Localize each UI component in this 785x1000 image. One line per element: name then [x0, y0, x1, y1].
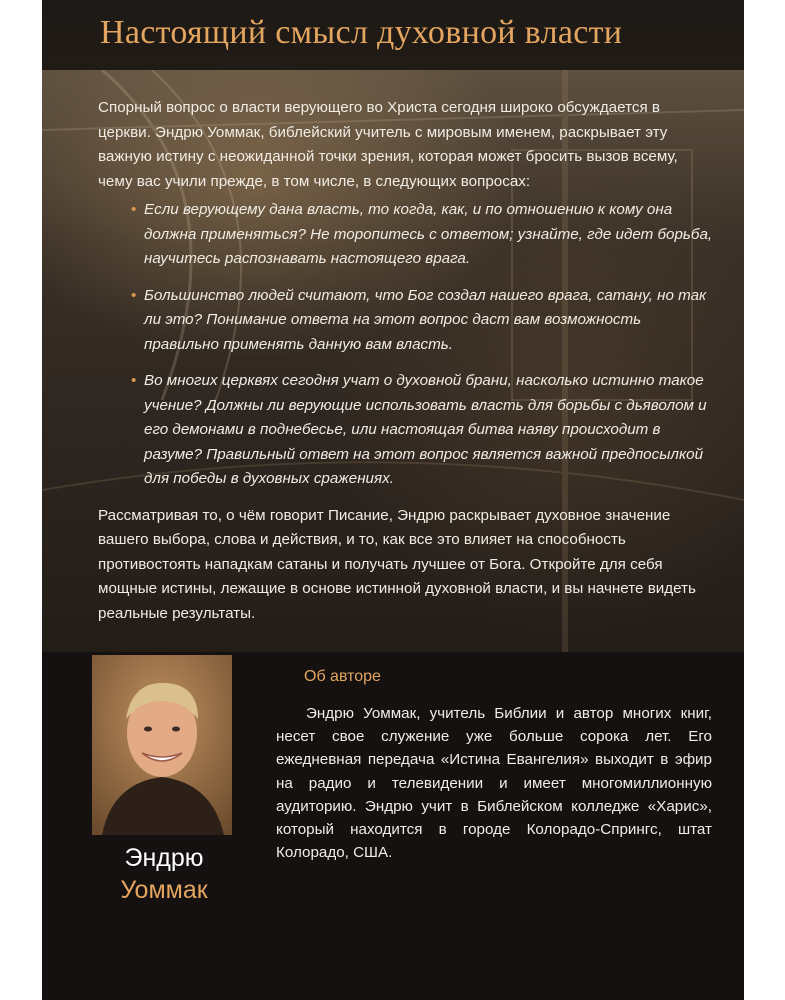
author-name: [94, 842, 234, 906]
author-section: [42, 652, 744, 1000]
author-first-name: Эндрю: [124, 844, 204, 872]
about-author-heading: Об авторе: [304, 668, 381, 685]
question-text: Если верующему дана власть, то когда, как, и по отношению к кому она должна применяться? Не торопитесь с ответом; узнайте, где идет борьба, научитесь распознавать настоящего врага.: [144, 201, 713, 267]
author-portrait-icon: [92, 655, 232, 835]
bullet-dot-icon: •: [131, 286, 137, 304]
closing-paragraph: Рассматривая то, о чём говорит Писание, Эндрю раскрывает духовное значение вашего выбора, слова и действия, и то, как все это влияет на способность противостоять нападкам сатаны и получать лучшее от Бога. Откройте для себя мощные истины, лежащие в основе истинной духовной власти, и вы начнете видеть реальные результаты.: [98, 506, 696, 622]
question-item: [98, 198, 713, 272]
question-text: Большинство людей считают, что Бог создал нашего врага, сатану, но так ли это? Понимание ответа на этот вопрос даст вам возможность правильно применять данную вам власть.: [144, 286, 707, 353]
book-back-cover: [42, 0, 744, 1000]
author-bio: Эндрю Уоммак, учитель Библии и автор многих книг, несет свое служение уже больше сорока лет. Его ежедневная передача «Истина Евангелия» выходит в эфир на радио и телевидении и имеет многомиллионную аудиторию. Эндрю учит в Библейском колледже «Харис», который находится в городе Колорадо-Спрингс, штат Колорадо, США.: [276, 705, 712, 862]
question-text: Во многих церквях сегодня учат о духовной брани, насколько истинно такое учение? Должны ли верующие использовать власть для борьбы с дьяволом и его демонами в поднебесье, или настоящая битва наяву происходит в разуме? Правильный ответ на этот вопрос является важной предпосылкой для победы в духовных сражениях.: [144, 372, 707, 487]
question-item: [98, 284, 713, 358]
page-title: Настоящий смысл духовной власти: [100, 14, 623, 51]
description-area: [42, 70, 744, 652]
title-band: [42, 0, 744, 70]
bullet-dot-icon: •: [131, 201, 137, 218]
bullet-dot-icon: •: [131, 372, 137, 389]
author-last-name: Уоммак: [120, 876, 208, 904]
intro-paragraph: Спорный вопрос о власти верующего во Христа сегодня широко обсуждается в церкви. Эндрю Уоммак, библейский учитель с мировым именем, раскрывает эту важную истину с неожиданной точки зрения, которая может бросить вызов всему, чему вас учили прежде, в том числе, в следующих вопросах:: [98, 99, 678, 190]
description-text: [98, 96, 713, 626]
question-item: [98, 369, 713, 492]
question-list: [98, 198, 713, 492]
author-photo: [92, 655, 232, 835]
